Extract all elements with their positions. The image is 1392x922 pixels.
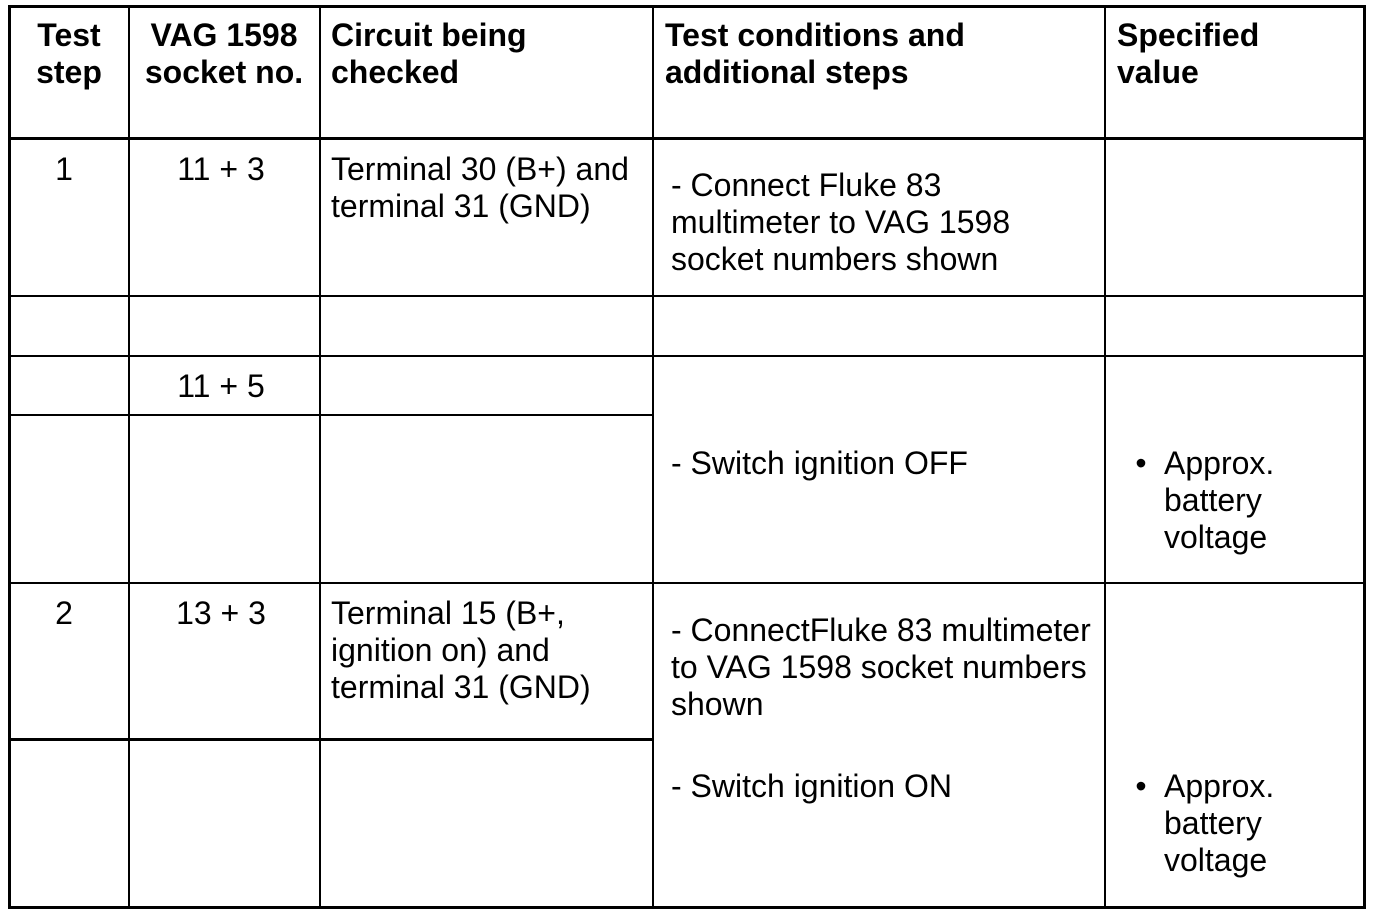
- step2-circuit: Terminal 15 (B+, ignition on) and terminal 31 (GND): [331, 595, 591, 705]
- header-conditions: Test conditions and additional steps: [665, 17, 965, 90]
- step1-value-text: Approx. battery voltage: [1164, 445, 1275, 555]
- step1-socket-b: 11 + 5: [177, 368, 265, 404]
- col-divider-4: [1104, 5, 1106, 909]
- step2-value-text: Approx. battery voltage: [1164, 768, 1275, 878]
- border-bottom: [8, 906, 1366, 909]
- rule-header: [8, 137, 1366, 140]
- step1-socket: 11 + 3: [177, 151, 265, 187]
- bullet-icon: •: [1135, 768, 1147, 804]
- step1-number: 1: [55, 151, 73, 187]
- step1-circuit: Terminal 30 (B+) and terminal 31 (GND): [331, 151, 629, 224]
- header-value: Specified value: [1117, 17, 1260, 90]
- step1-value: [1126, 445, 1346, 560]
- col-divider-1: [128, 5, 130, 909]
- rule-row3-partial: [8, 414, 654, 416]
- step2-condition-2: - Switch ignition ON: [671, 768, 952, 804]
- step2-value: [1126, 768, 1346, 883]
- step2-number: 2: [55, 595, 73, 631]
- col-divider-2: [319, 5, 321, 909]
- step2-socket: 13 + 3: [176, 595, 266, 631]
- rule-row2: [8, 355, 1366, 357]
- bullet-icon: •: [1135, 445, 1147, 481]
- step1-condition: - Connect Fluke 83 multimeter to VAG 1598 socket numbers shown: [671, 167, 1011, 277]
- step1-condition-2: - Switch ignition OFF: [671, 445, 968, 481]
- rule-row1: [8, 295, 1366, 297]
- step2-condition: - ConnectFluke 83 multimeter to VAG 1598 socket numbers shown: [671, 612, 1091, 722]
- header-socket: VAG 1598 socket no.: [144, 17, 304, 90]
- rule-row4: [8, 582, 1366, 584]
- rule-row5-partial: [8, 738, 654, 741]
- border-left: [8, 5, 11, 909]
- border-top: [8, 5, 1366, 8]
- header-circuit: Circuit being checked: [331, 17, 527, 90]
- col-divider-3: [652, 5, 654, 909]
- header-test-step: Test step: [36, 17, 102, 90]
- border-right: [1363, 5, 1366, 909]
